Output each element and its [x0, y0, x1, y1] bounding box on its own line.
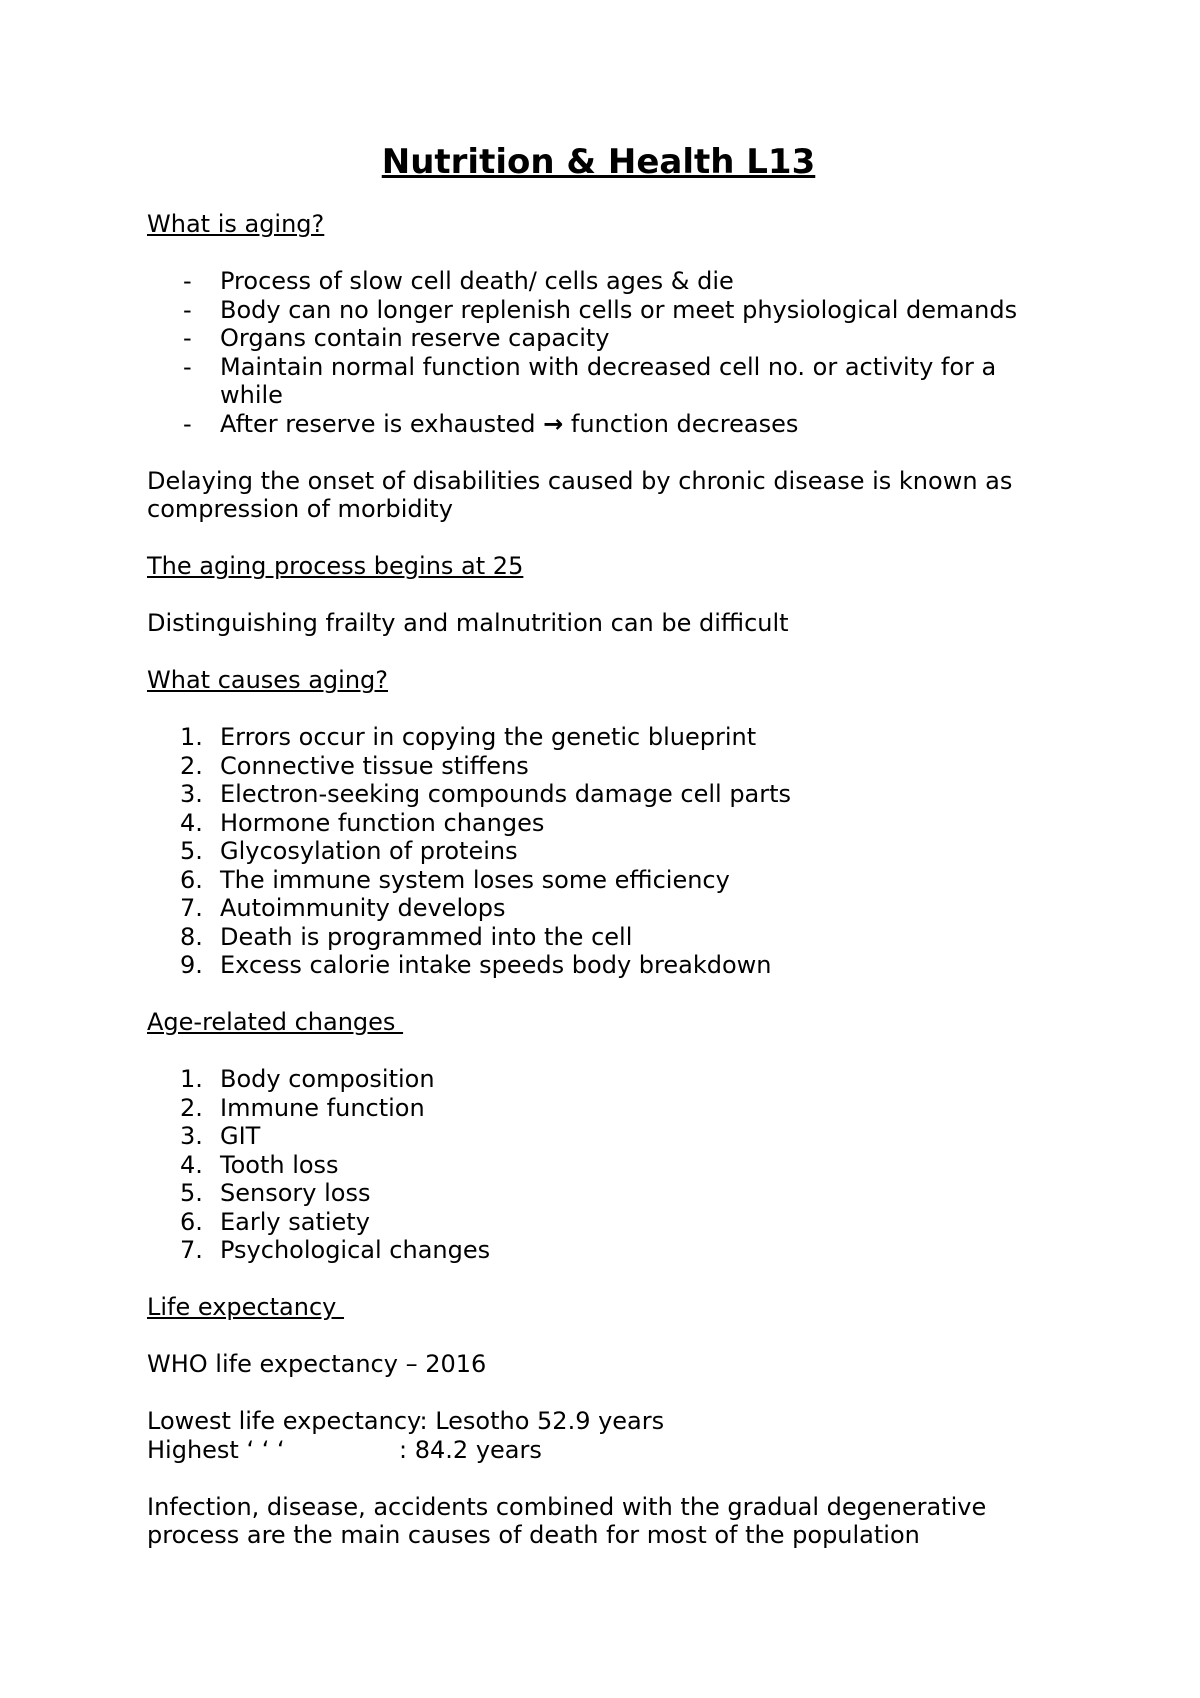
bullet-marker: - [183, 267, 192, 295]
list-number: 9. [180, 951, 203, 979]
list-item: 8. Death is programmed into the cell [180, 922, 633, 951]
list-number: 1. [180, 723, 203, 751]
list-item: 1. Errors occur in copying the genetic blueprint [180, 723, 757, 751]
list-item: - Organs contain reserve capacity [183, 324, 610, 352]
bullet-marker: - [183, 409, 192, 438]
heading-what-causes-aging: What causes aging? [147, 666, 388, 694]
list-number: 8. [180, 922, 203, 951]
list-item: 2. Connective tissue stiffens [180, 751, 529, 780]
bullet-marker: - [183, 352, 192, 381]
list-number: 4. [180, 1150, 203, 1179]
list-number: 2. [180, 751, 203, 780]
list-number: 3. [180, 1122, 203, 1150]
list-item: 5. Sensory loss [180, 1179, 371, 1207]
list-item: 7. Psychological changes [180, 1236, 491, 1264]
aging-bullet-list [147, 267, 1050, 438]
who-life-expectancy-line: WHO life expectancy – 2016 [147, 1350, 487, 1378]
list-item: 1. Body composition [180, 1065, 435, 1093]
bullet-marker: - [183, 324, 192, 352]
causes-of-death-paragraph: Infection, disease, accidents combined with the gradual degenerative process are the main causes of death for most of the population [147, 1492, 987, 1549]
list-item: 2. Immune function [180, 1093, 425, 1122]
list-item: 5. Glycosylation of proteins [180, 837, 518, 865]
list-number: 5. [180, 1179, 203, 1207]
heading-what-is-aging: What is aging? [147, 210, 325, 238]
list-item: - Body can no longer replenish cells or meet physiological demands [183, 295, 1018, 324]
list-number: 7. [180, 894, 203, 922]
list-number: 6. [180, 865, 203, 894]
list-item: 3. GIT [180, 1122, 261, 1150]
list-item: 7. Autoimmunity develops [180, 894, 506, 922]
list-item: 6. Early satiety [180, 1207, 370, 1236]
list-number: 4. [180, 808, 203, 837]
list-number: 5. [180, 837, 203, 865]
list-number: 7. [180, 1236, 203, 1264]
bullet-marker: - [183, 295, 192, 324]
list-number: 1. [180, 1065, 203, 1093]
list-item: 4. Tooth loss [180, 1150, 339, 1179]
changes-numbered-list [147, 1065, 1050, 1265]
list-item: 6. The immune system loses some efficiency [180, 865, 730, 894]
list-item: - Maintain normal function with decreased cell no. or activity for a while [183, 352, 997, 409]
causes-numbered-list [147, 723, 1050, 980]
heading-age-related-changes: Age-related changes [147, 1008, 404, 1036]
right-arrow-icon: → [543, 409, 564, 438]
list-number: 3. [180, 780, 203, 808]
list-item: 3. Electron-seeking compounds damage cell parts [180, 780, 792, 808]
heading-aging-begins: The aging process begins at 25 [147, 552, 524, 580]
list-item: - After reserve is exhausted → function decreases [183, 409, 799, 438]
list-number: 2. [180, 1093, 203, 1122]
list-number: 6. [180, 1207, 203, 1236]
list-item: - Process of slow cell death/ cells ages & die [183, 267, 734, 295]
document-title: Nutrition & Health L13 [381, 142, 816, 182]
heading-life-expectancy: Life expectancy [147, 1293, 344, 1321]
list-item: 4. Hormone function changes [180, 808, 545, 837]
highest-life-expectancy-line: Highest ‘ ‘ ‘ : 84.2 years [147, 1435, 542, 1464]
lowest-life-expectancy-line: Lowest life expectancy: Lesotho 52.9 years [147, 1407, 665, 1435]
compression-paragraph: Delaying the onset of disabilities caused by chronic disease is known as compression of morbidity [147, 466, 1013, 523]
list-item: 9. Excess calorie intake speeds body breakdown [180, 951, 772, 979]
frailty-paragraph: Distinguishing frailty and malnutrition can be difficult [147, 609, 789, 637]
